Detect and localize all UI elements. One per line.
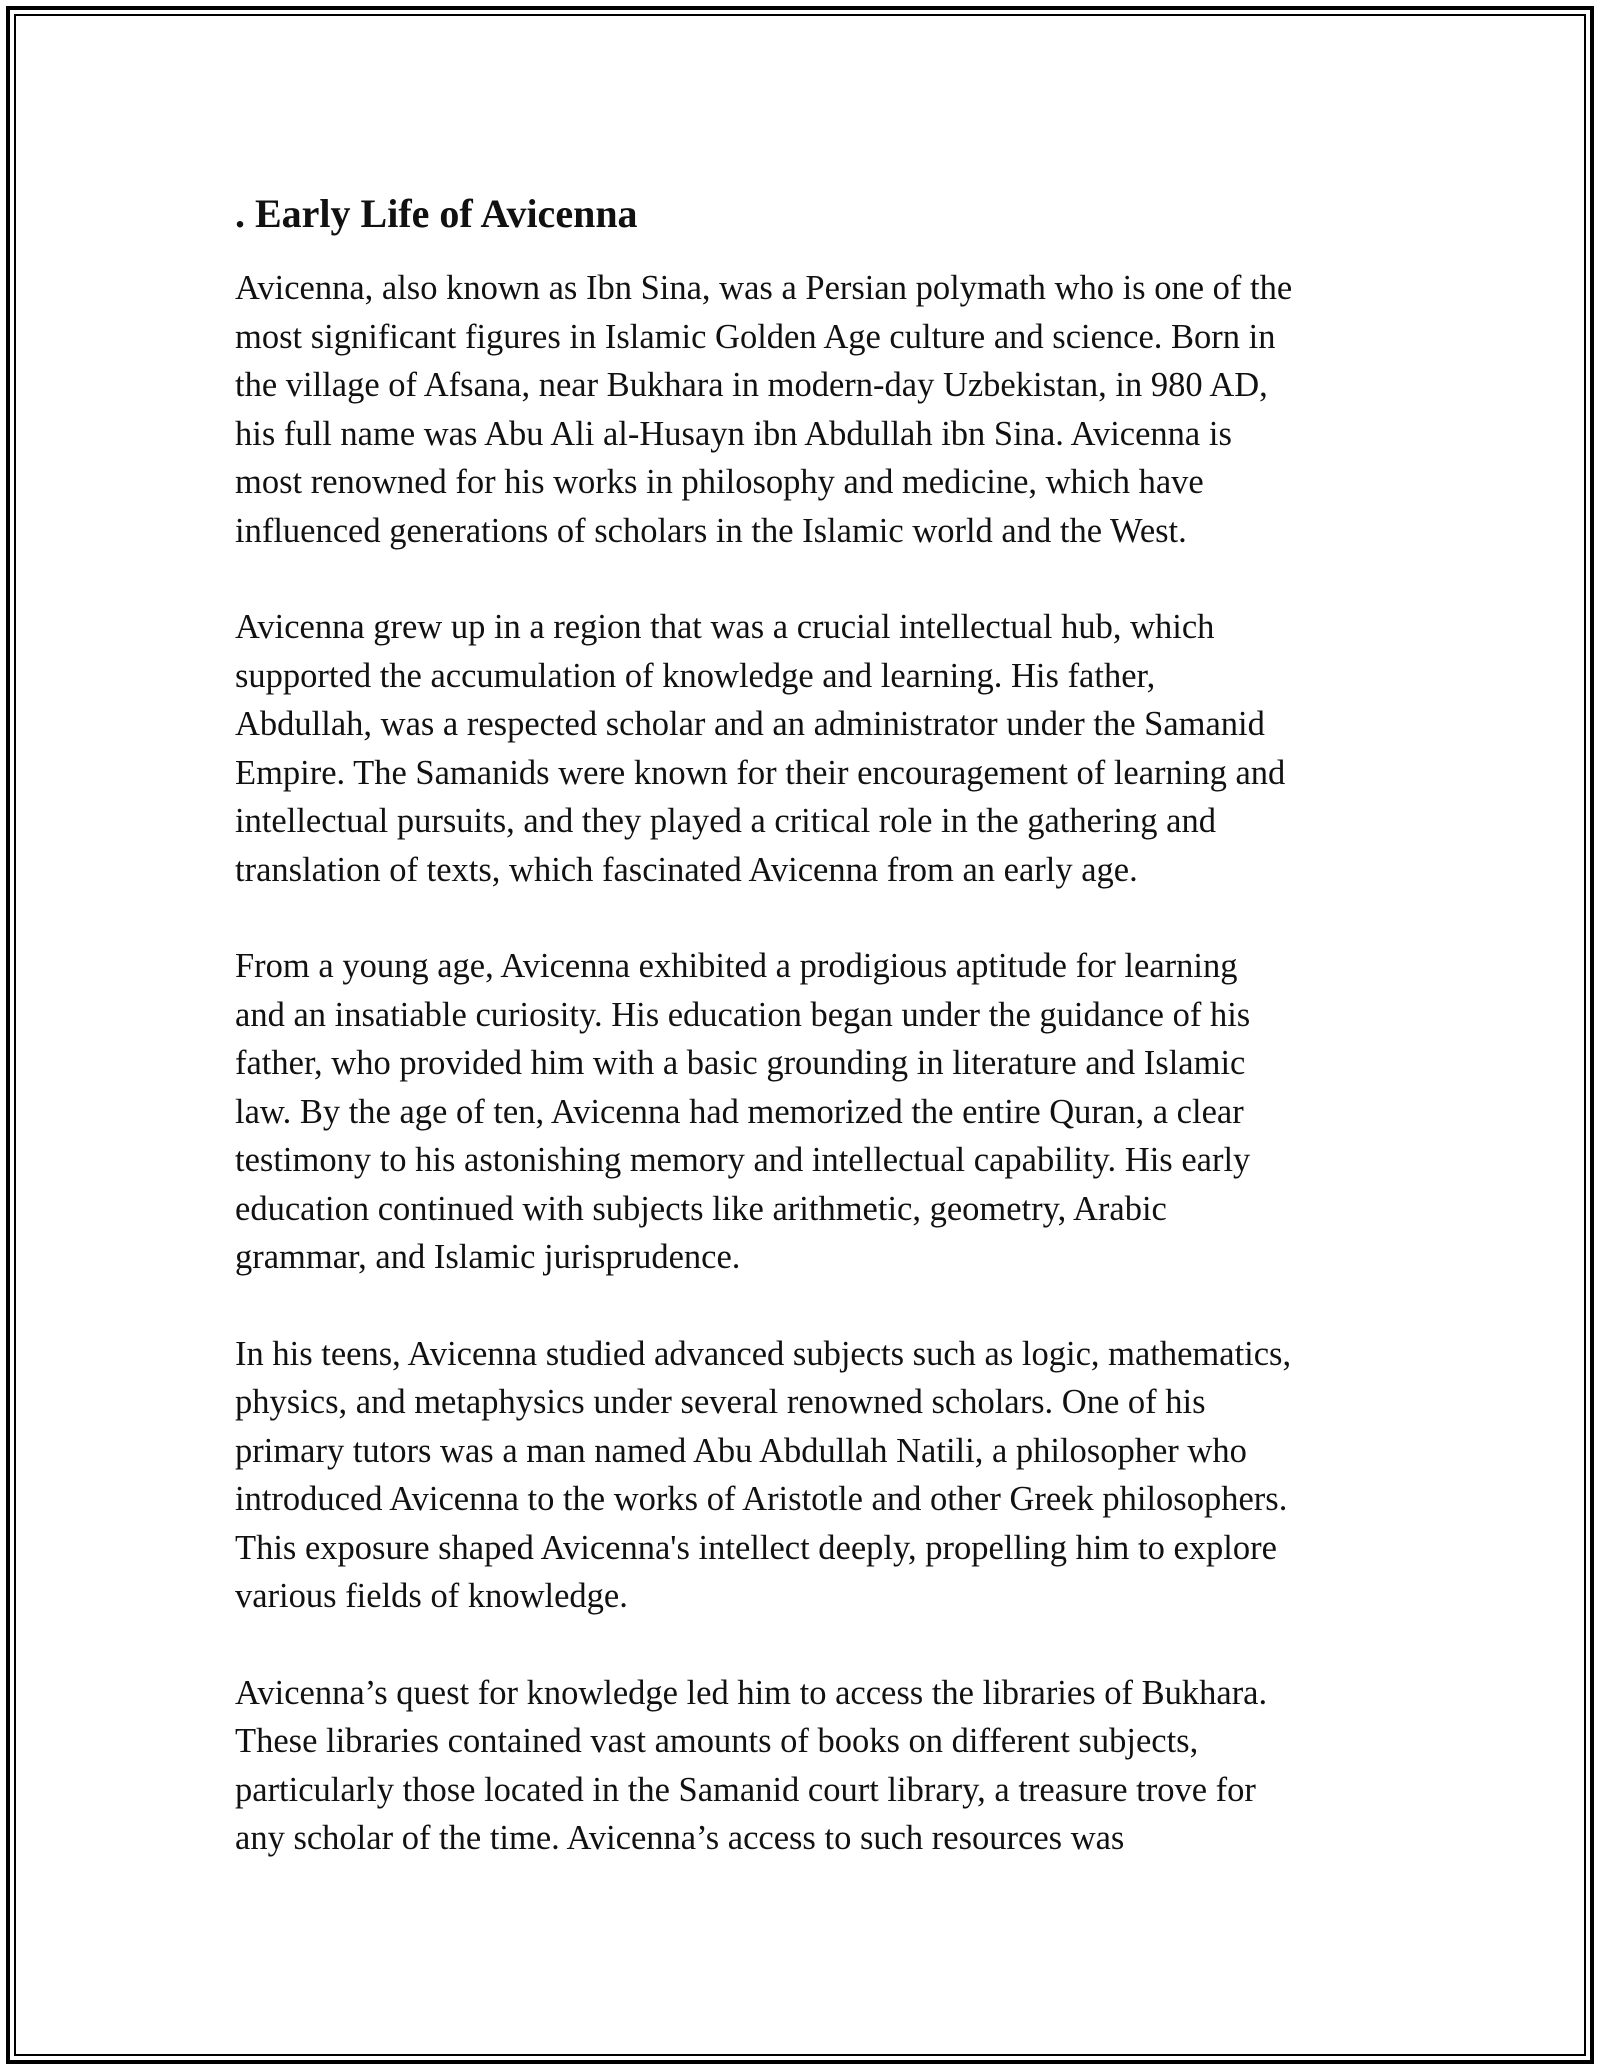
text-line: the village of Afsana, near Bukhara in modern-day Uzbekistan, in 980 AD,: [235, 366, 1268, 404]
text-line: primary tutors was a man named Abu Abdullah Natili, a philosopher who: [235, 1431, 1247, 1470]
text-line: Abdullah, was a respected scholar and an administrator under the Samanid: [235, 705, 1265, 743]
document-body: [235, 188, 1385, 1911]
text-line: From a young age, Avicenna exhibited a prodigious aptitude for learning: [235, 947, 1238, 985]
text-line: most renowned for his works in philosophy and medicine, which have: [235, 463, 1204, 501]
text-line: supported the accumulation of knowledge and learning. His father,: [235, 656, 1156, 695]
text-line: father, who provided him with a basic grounding in literature and Islamic: [235, 1044, 1246, 1082]
text-line: intellectual pursuits, and they played a critical role in the gathering and: [235, 802, 1216, 840]
text-line: grammar, and Islamic jurisprudence.: [235, 1238, 741, 1276]
text-line: translation of texts, which fascinated Avicenna from an early age.: [235, 850, 1138, 889]
text-line: any scholar of the time. Avicenna’s access to such resources was: [235, 1819, 1125, 1857]
text-line: Avicenna’s quest for knowledge led him to access the libraries of Bukhara.: [235, 1673, 1268, 1712]
paragraph: [235, 603, 1385, 894]
text-line: testimony to his astonishing memory and intellectual capability. His early: [235, 1141, 1251, 1179]
paragraph: [235, 942, 1385, 1282]
text-line: Avicenna grew up in a region that was a crucial intellectual hub, which: [235, 608, 1215, 646]
text-line: Empire. The Samanids were known for their encouragement of learning and: [235, 753, 1286, 792]
paragraph: [235, 1669, 1385, 1863]
section-title: . Early Life of Avicenna: [235, 191, 638, 236]
text-line: law. By the age of ten, Avicenna had memorized the entire Quran, a clear: [235, 1092, 1244, 1131]
text-line: This exposure shaped Avicenna's intellect deeply, propelling him to explore: [235, 1528, 1277, 1567]
paragraph: [235, 264, 1385, 555]
text-line: particularly those located in the Samanid court library, a treasure trove for: [235, 1770, 1256, 1809]
text-line: Avicenna, also known as Ibn Sina, was a Persian polymath who is one of the: [235, 269, 1293, 307]
text-line: introduced Avicenna to the works of Aristotle and other Greek philosophers.: [235, 1480, 1288, 1518]
text-line: physics, and metaphysics under several renowned scholars. One of his: [235, 1383, 1206, 1421]
text-line: his full name was Abu Ali al-Husayn ibn Abdullah ibn Sina. Avicenna is: [235, 414, 1232, 453]
text-line: education continued with subjects like arithmetic, geometry, Arabic: [235, 1189, 1167, 1228]
text-line: and an insatiable curiosity. His education began under the guidance of his: [235, 995, 1251, 1034]
paragraph-list: [235, 264, 1385, 1863]
text-line: These libraries contained vast amounts of books on different subjects,: [235, 1722, 1199, 1760]
text-line: various fields of knowledge.: [235, 1577, 628, 1615]
text-line: In his teens, Avicenna studied advanced subjects such as logic, mathematics,: [235, 1334, 1292, 1373]
text-line: most significant figures in Islamic Golden Age culture and science. Born in: [235, 317, 1276, 356]
paragraph: [235, 1330, 1385, 1621]
text-line: influenced generations of scholars in the Islamic world and the West.: [235, 511, 1187, 550]
